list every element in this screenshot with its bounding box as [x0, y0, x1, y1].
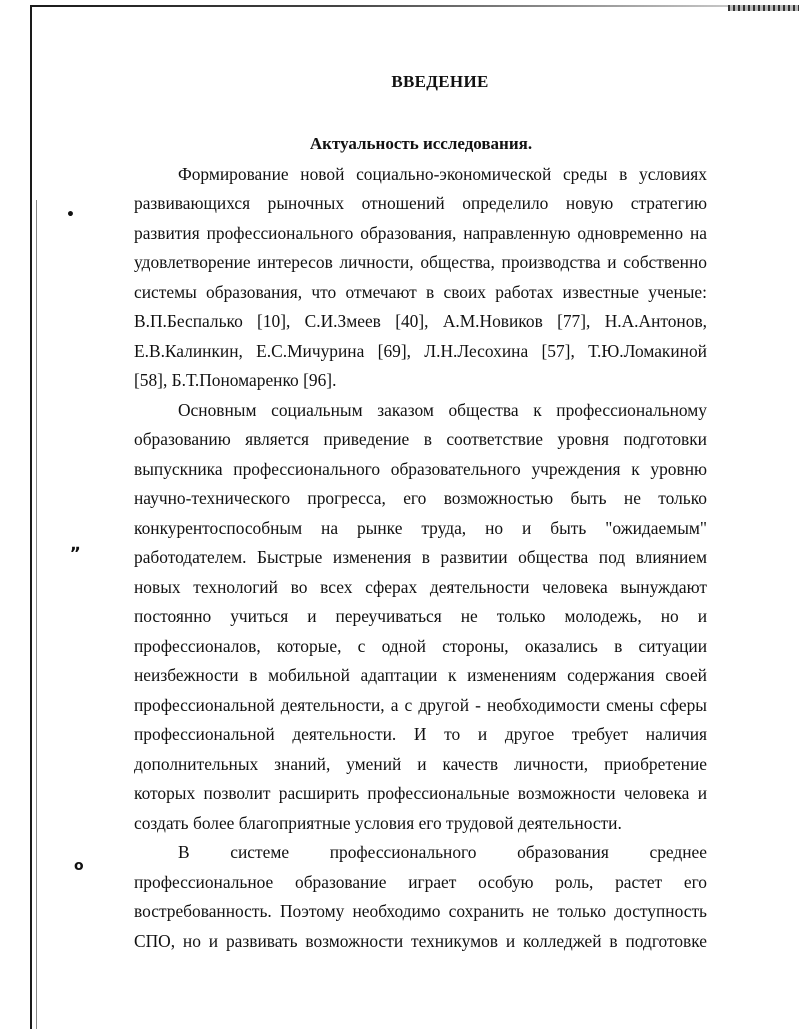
- margin-mark-circle: o: [74, 858, 84, 874]
- text-line: дополнительных знаний, умений и качеств личности, приобретение: [134, 754, 707, 774]
- text-line: выпускника профессионального образовательного учреждения к уровню: [134, 459, 707, 479]
- text-line: В системе профессионального образования среднее: [178, 842, 707, 862]
- text-line: создать более благоприятные условия его трудовой деятельности.: [134, 813, 622, 833]
- text-line: профессионалов, которые, с одной стороны, оказались в ситуации: [134, 636, 707, 656]
- text-line: которых позволит расширить профессиональные возможности человека и: [134, 783, 707, 803]
- text-line: развивающихся рыночных отношений определило новую стратегию: [134, 193, 707, 213]
- text-line: Основным социальным заказом общества к профессиональному: [178, 400, 707, 420]
- text-line: системы образования, что отмечают в своих работах известные ученые:: [134, 282, 707, 302]
- text-line: образованию является приведение в соответствие уровня подготовки: [134, 429, 707, 449]
- text-line: Формирование новой социально-экономической среды в условиях: [178, 164, 707, 184]
- text-line: работодателем. Быстрые изменения в развитии общества под влиянием: [134, 547, 707, 567]
- scan-edge-left-inner: [36, 200, 37, 1029]
- text-line: удовлетворение интересов личности, общества, производства и собственно: [134, 252, 707, 272]
- text-line: Е.В.Калинкин, Е.С.Мичурина [69], Л.Н.Лесохина [57], Т.Ю.Ломакиной: [134, 341, 707, 361]
- text-line: профессиональной деятельности. И то и другое требует наличия: [134, 724, 707, 744]
- margin-mark-dot: •: [66, 207, 75, 223]
- scan-corner-noise: [728, 5, 799, 11]
- text-line: конкурентоспособным на рынке труда, но и быть "ожидаемым": [134, 518, 707, 538]
- text-line: профессиональной деятельности, а с другой - необходимости смены сферы: [134, 695, 707, 715]
- text-line: развития профессионального образования, направленную одновременно на: [134, 223, 707, 243]
- text-line: востребованность. Поэтому необходимо сохранить не только доступность: [134, 901, 707, 921]
- section-subtitle: Актуальность исследования.: [309, 134, 533, 153]
- text-line: В.П.Беспалько [10], С.И.Змеев [40], А.М.Новиков [77], Н.А.Антонов,: [134, 311, 707, 331]
- margin-mark-quote: „: [70, 535, 82, 555]
- text-line: неизбежности в мобильной адаптации к изменениям содержания своей: [134, 665, 707, 685]
- text-line: [58], Б.Т.Пономаренко [96].: [134, 370, 337, 390]
- page-title: ВВЕДЕНИЕ: [391, 72, 489, 91]
- scan-edge-left: [30, 6, 32, 1029]
- scan-edge-top: [30, 5, 799, 7]
- text-line: новых технологий во всех сферах деятельности человека вынуждают: [134, 577, 707, 597]
- text-line: СПО, но и развивать возможности техникумов и колледжей в подготовке: [134, 931, 707, 951]
- text-line: научно-технического прогресса, его возможностью быть не только: [134, 488, 707, 508]
- text-line: профессиональное образование играет особую роль, растет его: [134, 872, 707, 892]
- text-line: постоянно учиться и переучиваться не только молодежь, но и: [134, 606, 707, 626]
